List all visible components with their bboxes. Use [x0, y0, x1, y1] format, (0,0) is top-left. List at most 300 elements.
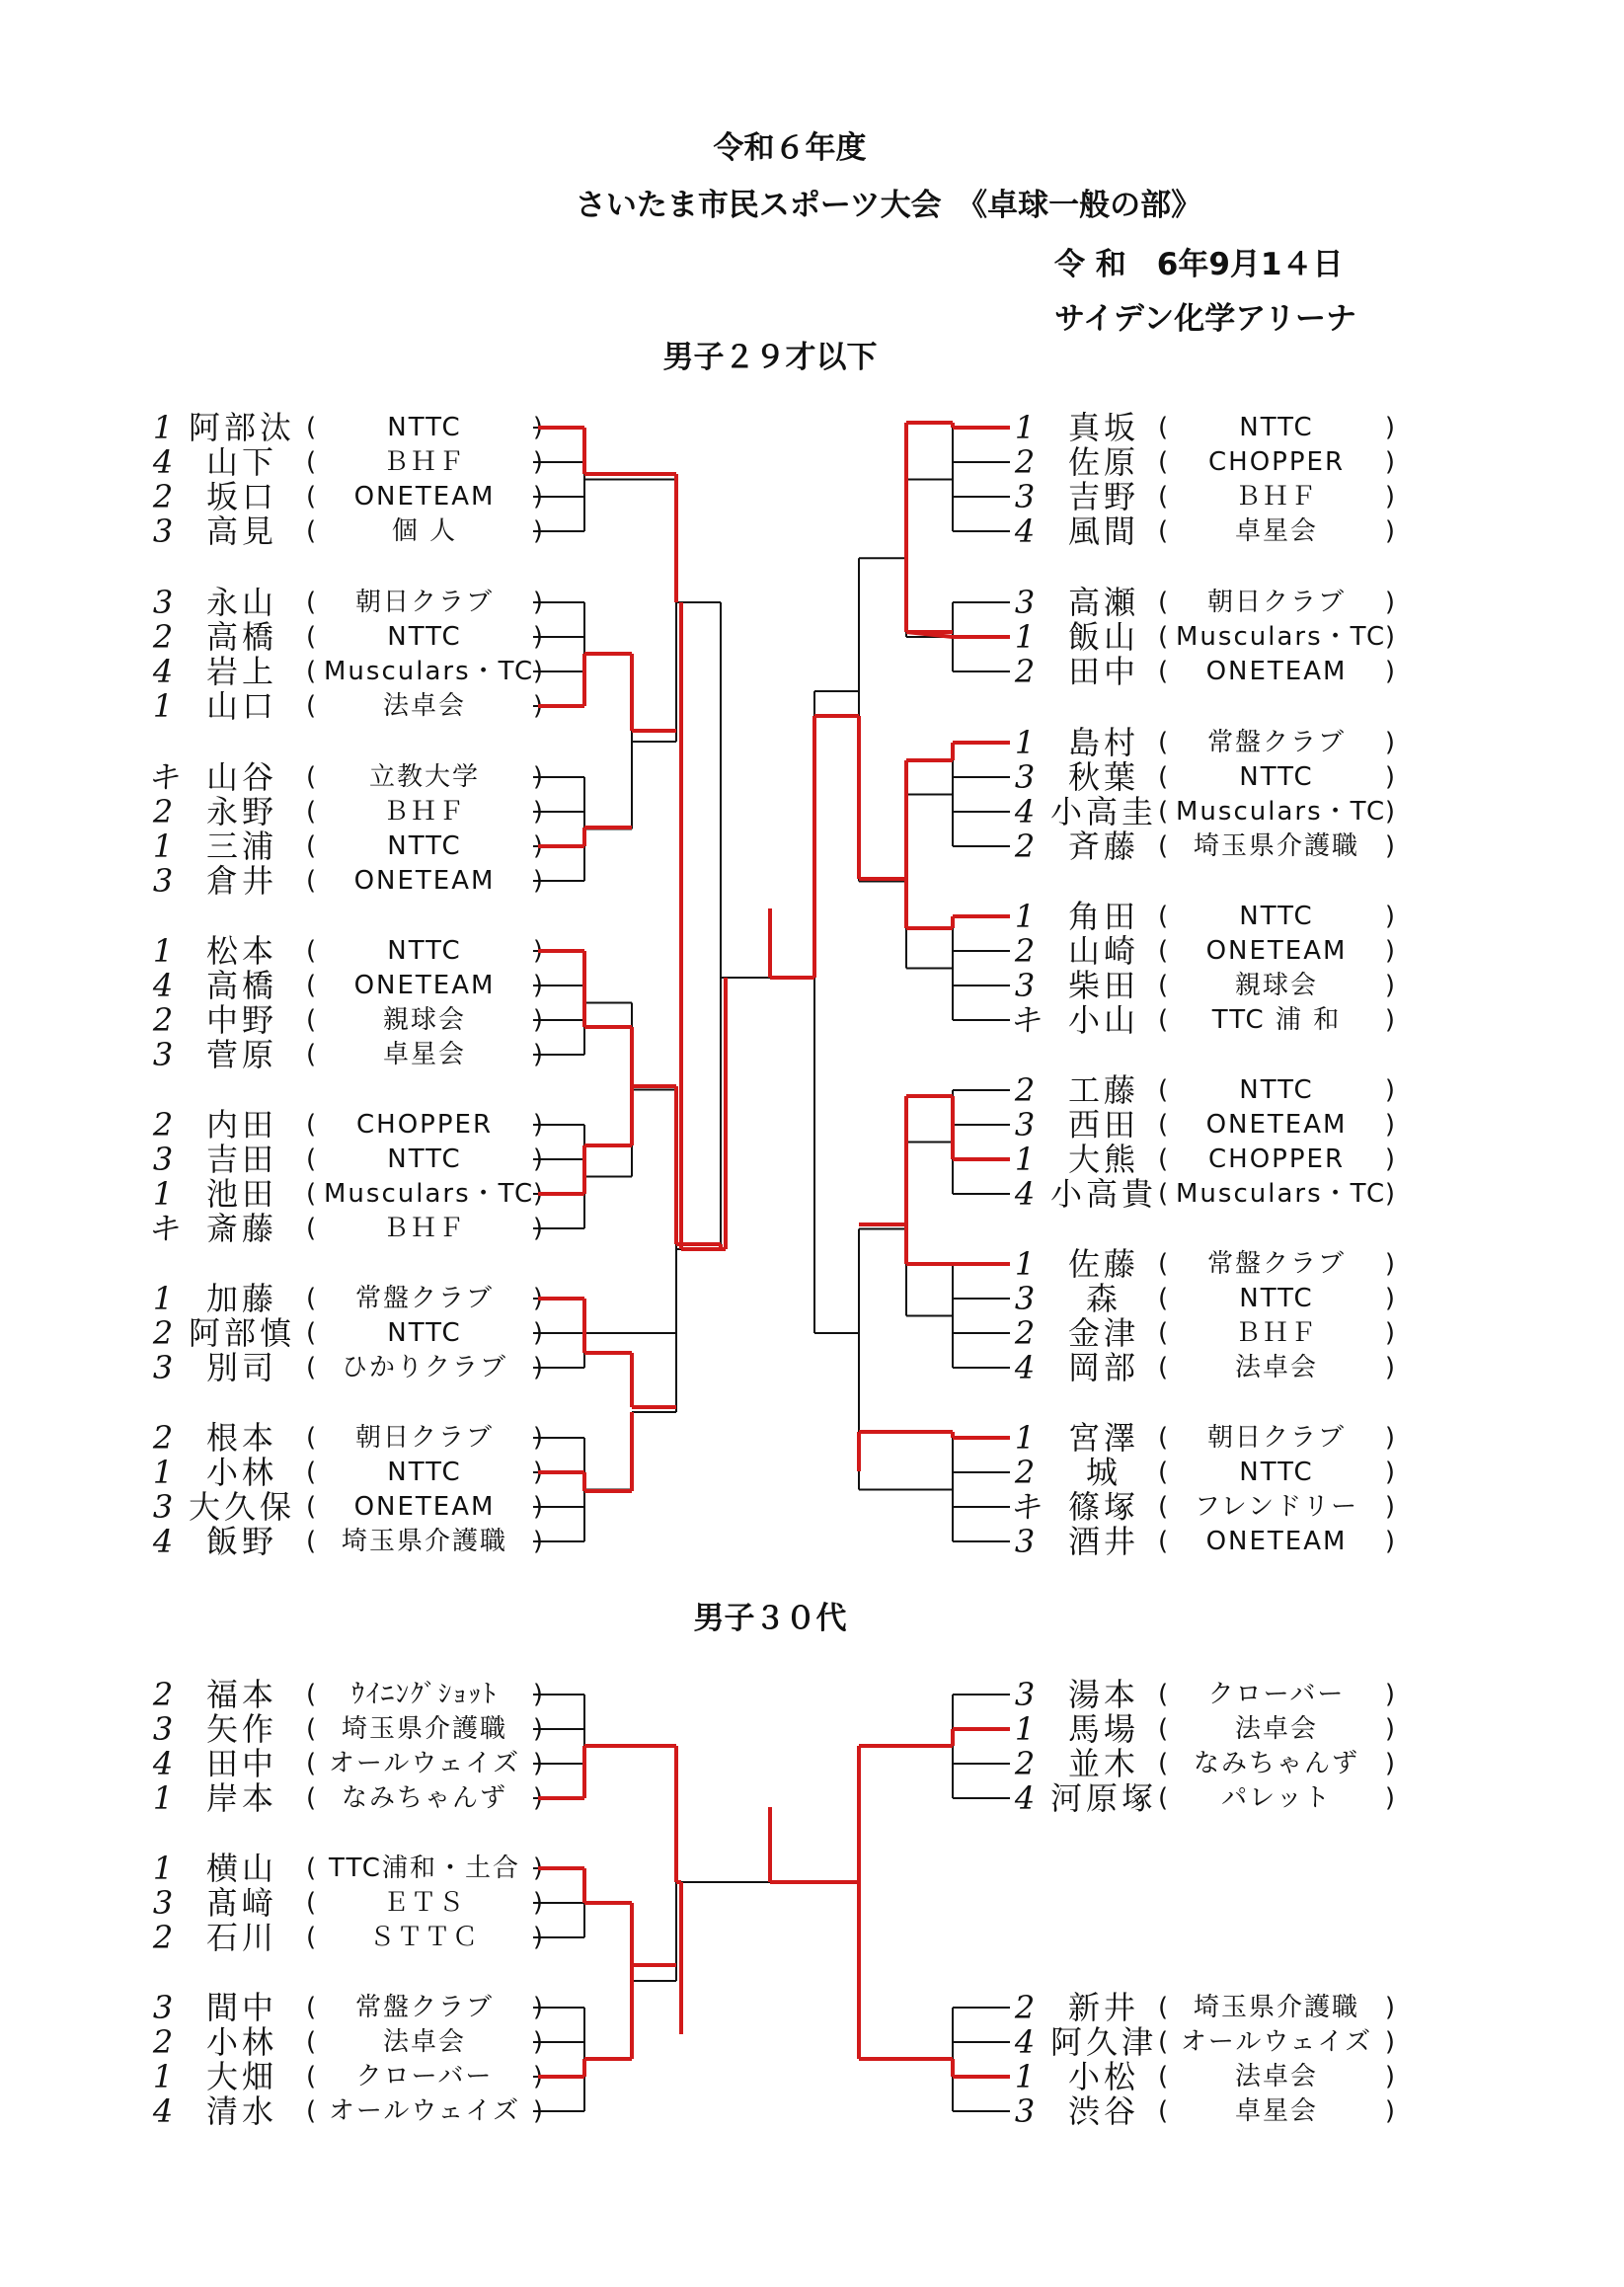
- club-paren-open: (: [306, 762, 317, 792]
- entry-player-name: 大畑: [205, 2058, 277, 2095]
- entry-player-name: 中野: [205, 1001, 277, 1039]
- club-paren-close: ): [532, 1749, 543, 1778]
- entry-rank: 2: [1014, 1454, 1036, 1491]
- entry-rank: キ: [146, 758, 179, 796]
- entry-rank: 3: [152, 1884, 174, 1922]
- entry-club-name: 常盤クラブ: [354, 1993, 494, 2022]
- entry-rank: 3: [152, 513, 174, 550]
- entry-player-name: 高瀬: [1067, 584, 1139, 621]
- club-paren-close: ): [532, 1005, 543, 1035]
- entry-club-name: オールウェイズ: [1180, 2027, 1373, 2057]
- club-paren-open: (: [306, 797, 317, 827]
- club-paren-close: ): [532, 866, 543, 896]
- entry-player-name: 金津: [1067, 1314, 1139, 1352]
- entry-club-name: 卓星会: [1234, 2096, 1318, 2126]
- club-paren-close: ): [532, 657, 543, 686]
- entry-player-name: 小高貴: [1049, 1175, 1157, 1213]
- club-paren-close: ): [532, 936, 543, 966]
- entry-club-name: ＢＨＦ: [382, 797, 466, 827]
- club-paren-open: (: [1158, 2096, 1169, 2126]
- club-paren-close: ): [532, 1888, 543, 1918]
- entry-club-name: ＢＨＦ: [1234, 482, 1318, 512]
- entry-rank: 2: [152, 793, 174, 830]
- club-paren-close: ): [1384, 762, 1395, 792]
- club-paren-open: (: [1158, 1284, 1169, 1313]
- club-paren-close: ): [532, 1144, 543, 1174]
- club-paren-close: ): [532, 413, 543, 442]
- entry-club-name: NTTC: [387, 831, 462, 861]
- entry-player-name: 岡部: [1067, 1349, 1139, 1386]
- club-paren-close: ): [1384, 1179, 1395, 1209]
- entry-club-name: NTTC: [387, 1144, 462, 1174]
- club-paren-close: ): [532, 447, 543, 477]
- club-paren-open: (: [306, 1749, 317, 1778]
- entry-player-name: 吉野: [1067, 478, 1139, 515]
- club-paren-open: (: [306, 1458, 317, 1487]
- entry-club-name: 埼玉県介護職: [341, 1527, 507, 1556]
- club-paren-close: ): [1384, 936, 1395, 966]
- entry-rank: キ: [146, 1210, 179, 1247]
- entry-player-name: 三浦: [205, 828, 277, 865]
- club-paren-open: (: [1158, 2062, 1169, 2091]
- entry-rank: 1: [1014, 409, 1036, 446]
- entry-player-name: 山谷: [205, 758, 277, 796]
- entry-player-name: 大久保: [188, 1488, 295, 1526]
- club-paren-open: (: [306, 2027, 317, 2057]
- entry-club-name: ONETEAM: [1205, 1110, 1348, 1140]
- entry-rank: 1: [152, 932, 174, 970]
- entry-player-name: 岸本: [205, 1779, 277, 1817]
- header-date: 令 和 6年9月1４日: [1054, 247, 1344, 282]
- entry-rank: 1: [152, 1779, 174, 1817]
- entry-club-name: NTTC: [1239, 1075, 1314, 1105]
- entry-club-name: 法卓会: [382, 2027, 466, 2057]
- entry-club-name: Musculars・TC: [1176, 622, 1387, 652]
- entry-rank: 1: [152, 1280, 174, 1317]
- club-paren-close: ): [532, 1527, 543, 1556]
- club-paren-close: ): [1384, 1714, 1395, 1744]
- entry-rank: 1: [1014, 1419, 1036, 1457]
- club-paren-open: (: [1158, 831, 1169, 861]
- entry-rank: キ: [1008, 1001, 1041, 1039]
- entry-rank: 3: [1014, 1676, 1036, 1713]
- club-paren-close: ): [1384, 1110, 1395, 1140]
- club-paren-close: ): [1384, 622, 1395, 652]
- entry-player-name: 並木: [1067, 1745, 1139, 1782]
- entry-player-name: 城: [1085, 1454, 1121, 1491]
- club-paren-close: ): [532, 762, 543, 792]
- entry-club-name: Musculars・TC: [324, 657, 535, 686]
- club-paren-close: ): [1384, 1005, 1395, 1035]
- header-venue: サイデン化学アリーナ: [1054, 301, 1356, 337]
- entry-rank: 1: [152, 2058, 174, 2095]
- club-paren-open: (: [1158, 971, 1169, 1000]
- entry-rank: 2: [152, 618, 174, 656]
- club-paren-open: (: [1158, 1075, 1169, 1105]
- entry-rank: 4: [1014, 1175, 1036, 1213]
- entry-player-name: 佐藤: [1067, 1245, 1139, 1283]
- entry-player-name: 宮澤: [1067, 1419, 1139, 1457]
- club-paren-close: ): [532, 1492, 543, 1522]
- club-paren-close: ): [532, 1179, 543, 1209]
- entry-club-name: ＥＴＳ: [382, 1888, 466, 1918]
- club-paren-open: (: [1158, 1249, 1169, 1279]
- entry-rank: 4: [152, 443, 174, 481]
- club-paren-open: (: [306, 936, 317, 966]
- club-paren-close: ): [532, 1680, 543, 1709]
- club-paren-close: ): [1384, 1318, 1395, 1348]
- entry-rank: 2: [1014, 1314, 1036, 1352]
- club-paren-open: (: [306, 2096, 317, 2126]
- entry-rank: 2: [1014, 653, 1036, 690]
- entry-player-name: 山崎: [1067, 932, 1139, 970]
- entry-rank: 3: [152, 1989, 174, 2026]
- entry-club-name: NTTC: [387, 1318, 462, 1348]
- club-paren-close: ): [1384, 2062, 1395, 2091]
- entry-rank: 2: [1014, 443, 1036, 481]
- club-paren-open: (: [306, 1492, 317, 1522]
- entry-club-name: NTTC: [387, 622, 462, 652]
- club-paren-open: (: [306, 657, 317, 686]
- entry-player-name: 根本: [205, 1419, 277, 1457]
- entry-player-name: 角田: [1067, 898, 1139, 935]
- entry-club-name: CHOPPER: [1207, 1144, 1346, 1174]
- club-paren-open: (: [306, 1179, 317, 1209]
- club-paren-open: (: [1158, 1783, 1169, 1813]
- entry-club-name: なみちゃんず: [1193, 1749, 1359, 1778]
- entry-rank: 3: [152, 584, 174, 621]
- entry-player-name: 柴田: [1067, 967, 1139, 1004]
- entry-player-name: 吉田: [205, 1141, 277, 1178]
- club-paren-close: ): [1384, 1353, 1395, 1382]
- entry-club-name: 常盤クラブ: [354, 1284, 494, 1313]
- club-paren-open: (: [1158, 1680, 1169, 1709]
- club-paren-open: (: [306, 622, 317, 652]
- entry-club-name: 朝日クラブ: [1206, 1423, 1346, 1453]
- club-paren-open: (: [306, 1423, 317, 1453]
- entry-player-name: 斉藤: [1067, 828, 1139, 865]
- entry-player-name: 倉井: [205, 862, 277, 900]
- club-paren-open: (: [306, 1680, 317, 1709]
- entry-club-name: ＢＨＦ: [382, 447, 466, 477]
- entry-rank: 2: [152, 1001, 174, 1039]
- entry-player-name: 田中: [1067, 653, 1139, 690]
- club-paren-open: (: [306, 1993, 317, 2022]
- entry-rank: 2: [1014, 828, 1036, 865]
- club-paren-close: ): [1384, 516, 1395, 546]
- entry-rank: 1: [1014, 1245, 1036, 1283]
- club-paren-close: ): [532, 1853, 543, 1883]
- entry-player-name: 永野: [205, 793, 277, 830]
- entry-rank: 2: [152, 1919, 174, 1956]
- club-paren-close: ): [532, 691, 543, 721]
- club-paren-open: (: [1158, 1423, 1169, 1453]
- entry-rank: 1: [1014, 1710, 1036, 1748]
- entry-club-name: ＳＴＴＣ: [368, 1923, 480, 1952]
- club-paren-open: (: [1158, 762, 1169, 792]
- club-paren-close: ): [532, 831, 543, 861]
- club-paren-close: ): [532, 1353, 543, 1382]
- entry-rank: 4: [152, 967, 174, 1004]
- entry-player-name: 石川: [205, 1919, 277, 1956]
- entry-club-name: NTTC: [387, 1458, 462, 1487]
- entry-player-name: 清水: [205, 2092, 277, 2130]
- entry-player-name: 横山: [205, 1850, 277, 1887]
- club-paren-open: (: [1158, 1714, 1169, 1744]
- entry-player-name: 菅原: [205, 1036, 277, 1073]
- entry-club-name: 埼玉県介護職: [1193, 831, 1359, 861]
- entry-club-name: 法卓会: [382, 691, 466, 721]
- club-paren-open: (: [306, 516, 317, 546]
- club-paren-close: ): [1384, 1423, 1395, 1453]
- club-paren-close: ): [1384, 728, 1395, 757]
- entry-rank: 1: [1014, 618, 1036, 656]
- entry-rank: 1: [152, 409, 174, 446]
- club-paren-open: (: [1158, 622, 1169, 652]
- entry-player-name: 間中: [205, 1989, 277, 2026]
- entry-club-name: NTTC: [387, 936, 462, 966]
- entry-club-name: オールウェイズ: [328, 1749, 521, 1778]
- entry-club-name: 朝日クラブ: [354, 588, 494, 617]
- entry-club-name: ＢＨＦ: [382, 1214, 466, 1243]
- entry-rank: 3: [152, 862, 174, 900]
- club-paren-close: ): [532, 2096, 543, 2126]
- entry-club-name: 親球会: [1234, 971, 1318, 1000]
- entry-rank: 3: [1014, 1523, 1036, 1560]
- entry-rank: 2: [1014, 1989, 1036, 2026]
- entry-club-name: 埼玉県介護職: [1193, 1993, 1359, 2022]
- entry-player-name: 真坂: [1067, 409, 1139, 446]
- entry-club-name: CHOPPER: [1207, 447, 1346, 477]
- entry-player-name: 内田: [205, 1106, 277, 1144]
- club-paren-open: (: [306, 482, 317, 512]
- club-paren-open: (: [306, 1923, 317, 1952]
- entry-rank: 3: [1014, 967, 1036, 1004]
- club-paren-close: ): [1384, 971, 1395, 1000]
- entry-player-name: 大熊: [1067, 1141, 1139, 1178]
- entry-player-name: 松本: [205, 932, 277, 970]
- entry-player-name: 小松: [1067, 2058, 1139, 2095]
- entry-player-name: 湯本: [1067, 1676, 1139, 1713]
- entry-rank: 3: [1014, 1280, 1036, 1317]
- entry-rank: 2: [152, 1314, 174, 1352]
- entry-player-name: 加藤: [205, 1280, 277, 1317]
- entry-club-name: ひかりクラブ: [341, 1353, 507, 1382]
- entry-player-name: 小高圭: [1049, 793, 1157, 830]
- club-paren-open: (: [306, 1714, 317, 1744]
- entry-rank: 1: [152, 687, 174, 725]
- entry-club-name: 常盤クラブ: [1206, 728, 1346, 757]
- club-paren-open: (: [1158, 1993, 1169, 2022]
- entry-player-name: 森: [1085, 1280, 1121, 1317]
- entry-club-name: 卓星会: [1234, 516, 1318, 546]
- club-paren-open: (: [1158, 1527, 1169, 1556]
- club-paren-open: (: [1158, 1179, 1169, 1209]
- entry-player-name: 飯山: [1067, 618, 1139, 656]
- entry-player-name: 高橋: [205, 618, 277, 656]
- club-paren-close: ): [1384, 2027, 1395, 2057]
- entry-player-name: 小林: [205, 2023, 277, 2061]
- entry-club-name: Musculars・TC: [1176, 797, 1387, 827]
- entry-rank: 2: [152, 478, 174, 515]
- club-paren-open: (: [1158, 2027, 1169, 2057]
- entry-player-name: 坂口: [205, 478, 277, 515]
- club-paren-open: (: [1158, 1353, 1169, 1382]
- entry-player-name: 高見: [205, 513, 277, 550]
- club-paren-open: (: [1158, 902, 1169, 931]
- entry-club-name: NTTC: [1239, 1284, 1314, 1313]
- club-paren-close: ): [532, 1214, 543, 1243]
- entry-player-name: 永山: [205, 584, 277, 621]
- club-paren-open: (: [1158, 797, 1169, 827]
- club-paren-close: ): [1384, 1075, 1395, 1105]
- club-paren-close: ): [532, 1993, 543, 2022]
- entry-rank: 3: [152, 1488, 174, 1526]
- entry-club-name: NTTC: [1239, 1458, 1314, 1487]
- club-paren-close: ): [532, 516, 543, 546]
- entry-player-name: 河原塚: [1049, 1779, 1157, 1817]
- club-paren-close: ): [532, 1284, 543, 1313]
- entry-club-name: TTC 浦 和: [1211, 1005, 1342, 1035]
- entry-rank: 1: [1014, 1141, 1036, 1178]
- club-paren-close: ): [532, 588, 543, 617]
- entry-club-name: ONETEAM: [353, 482, 496, 512]
- entry-club-name: 法卓会: [1234, 1353, 1318, 1382]
- club-paren-open: (: [1158, 516, 1169, 546]
- club-paren-open: (: [306, 1214, 317, 1243]
- entry-rank: 1: [152, 1454, 174, 1491]
- entry-rank: 1: [152, 1850, 174, 1887]
- entry-rank: 4: [152, 1745, 174, 1782]
- entry-rank: 2: [152, 2023, 174, 2061]
- entry-player-name: 池田: [205, 1175, 277, 1213]
- club-paren-close: ): [1384, 902, 1395, 931]
- entry-player-name: 工藤: [1067, 1071, 1139, 1109]
- entry-player-name: 福本: [205, 1676, 277, 1713]
- entry-rank: 4: [152, 1523, 174, 1560]
- club-paren-close: ): [532, 1423, 543, 1453]
- entry-player-name: 渋谷: [1067, 2092, 1139, 2130]
- club-paren-close: ): [532, 971, 543, 1000]
- entry-club-name: オールウェイズ: [328, 2096, 521, 2126]
- entry-club-name: ONETEAM: [1205, 1527, 1348, 1556]
- entry-rank: 3: [1014, 478, 1036, 515]
- club-paren-close: ): [532, 1783, 543, 1813]
- entry-club-name: 立教大学: [368, 762, 480, 792]
- entry-club-name: TTC浦和・土合: [329, 1853, 520, 1883]
- club-paren-open: (: [306, 1284, 317, 1313]
- entry-club-name: フレンドリー: [1194, 1492, 1359, 1522]
- entry-player-name: 別司: [205, 1349, 277, 1386]
- club-paren-close: ): [532, 1458, 543, 1487]
- club-paren-open: (: [306, 1110, 317, 1140]
- club-paren-open: (: [1158, 936, 1169, 966]
- entry-rank: 3: [1014, 1106, 1036, 1144]
- entry-club-name: ｳｲﾆﾝｸﾞｼｮｯﾄ: [350, 1680, 498, 1709]
- entry-rank: 2: [1014, 1745, 1036, 1782]
- club-paren-open: (: [1158, 588, 1169, 617]
- club-paren-open: (: [306, 413, 317, 442]
- club-paren-open: (: [306, 447, 317, 477]
- club-paren-open: (: [306, 588, 317, 617]
- club-paren-close: ): [532, 1318, 543, 1348]
- entry-player-name: 田中: [205, 1745, 277, 1782]
- club-paren-close: ): [1384, 1458, 1395, 1487]
- club-paren-close: ): [1384, 831, 1395, 861]
- club-paren-open: (: [1158, 657, 1169, 686]
- entry-rank: 1: [152, 828, 174, 865]
- entry-rank: 2: [152, 1106, 174, 1144]
- club-paren-open: (: [306, 1888, 317, 1918]
- entry-player-name: 酒井: [1067, 1523, 1139, 1560]
- club-paren-open: (: [306, 691, 317, 721]
- entry-rank: 3: [1014, 584, 1036, 621]
- entry-club-name: 法卓会: [1234, 2062, 1318, 2091]
- entry-club-name: ONETEAM: [1205, 657, 1348, 686]
- club-paren-open: (: [1158, 1005, 1169, 1035]
- entry-rank: 4: [152, 2092, 174, 2130]
- entry-player-name: 阿部汰: [188, 409, 295, 446]
- club-paren-close: ): [532, 1110, 543, 1140]
- club-paren-open: (: [306, 831, 317, 861]
- club-paren-close: ): [532, 797, 543, 827]
- entry-player-name: 風間: [1067, 513, 1139, 550]
- entry-player-name: 斎藤: [205, 1210, 277, 1247]
- club-paren-close: ): [1384, 482, 1395, 512]
- entry-rank: 1: [152, 1175, 174, 1213]
- entry-player-name: 馬場: [1067, 1710, 1139, 1748]
- club-paren-close: ): [1384, 1749, 1395, 1778]
- entry-club-name: 個 人: [391, 516, 458, 546]
- club-paren-open: (: [1158, 1318, 1169, 1348]
- entry-player-name: 小山: [1067, 1001, 1139, 1039]
- entry-player-name: 阿久津: [1049, 2023, 1157, 2061]
- entry-club-name: 朝日クラブ: [354, 1423, 494, 1453]
- club-paren-close: ): [1384, 1284, 1395, 1313]
- club-paren-close: ): [1384, 447, 1395, 477]
- club-paren-open: (: [306, 1144, 317, 1174]
- entry-player-name: 阿部慎: [188, 1314, 295, 1352]
- entry-rank: 3: [152, 1349, 174, 1386]
- header-event: さいたま市民スポーツ大会 《卓球一般の部》: [575, 188, 1202, 223]
- entry-club-name: なみちゃんず: [341, 1783, 507, 1813]
- entry-player-name: 山口: [205, 687, 277, 725]
- header-year: 令和６年度: [713, 130, 867, 166]
- club-paren-open: (: [306, 1040, 317, 1069]
- club-paren-open: (: [306, 1353, 317, 1382]
- entry-club-name: NTTC: [1239, 762, 1314, 792]
- entry-player-name: 島村: [1067, 724, 1139, 761]
- entry-player-name: 秋葉: [1067, 758, 1139, 796]
- entry-rank: 1: [1014, 724, 1036, 761]
- entry-rank: 3: [1014, 2092, 1036, 2130]
- entry-club-name: 卓星会: [382, 1040, 466, 1069]
- club-paren-open: (: [306, 1005, 317, 1035]
- entry-club-name: NTTC: [1239, 902, 1314, 931]
- entry-rank: 3: [152, 1710, 174, 1748]
- entry-player-name: 髙﨑: [205, 1884, 277, 1922]
- entry-player-name: 篠塚: [1067, 1488, 1139, 1526]
- club-paren-open: (: [1158, 1110, 1169, 1140]
- club-paren-open: (: [306, 971, 317, 1000]
- club-paren-close: ): [1384, 1249, 1395, 1279]
- club-paren-close: ): [532, 1923, 543, 1952]
- club-paren-open: (: [1158, 447, 1169, 477]
- entry-player-name: 岩上: [205, 653, 277, 690]
- entry-rank: 2: [152, 1419, 174, 1457]
- club-paren-close: ): [1384, 1993, 1395, 2022]
- club-paren-open: (: [306, 1783, 317, 1813]
